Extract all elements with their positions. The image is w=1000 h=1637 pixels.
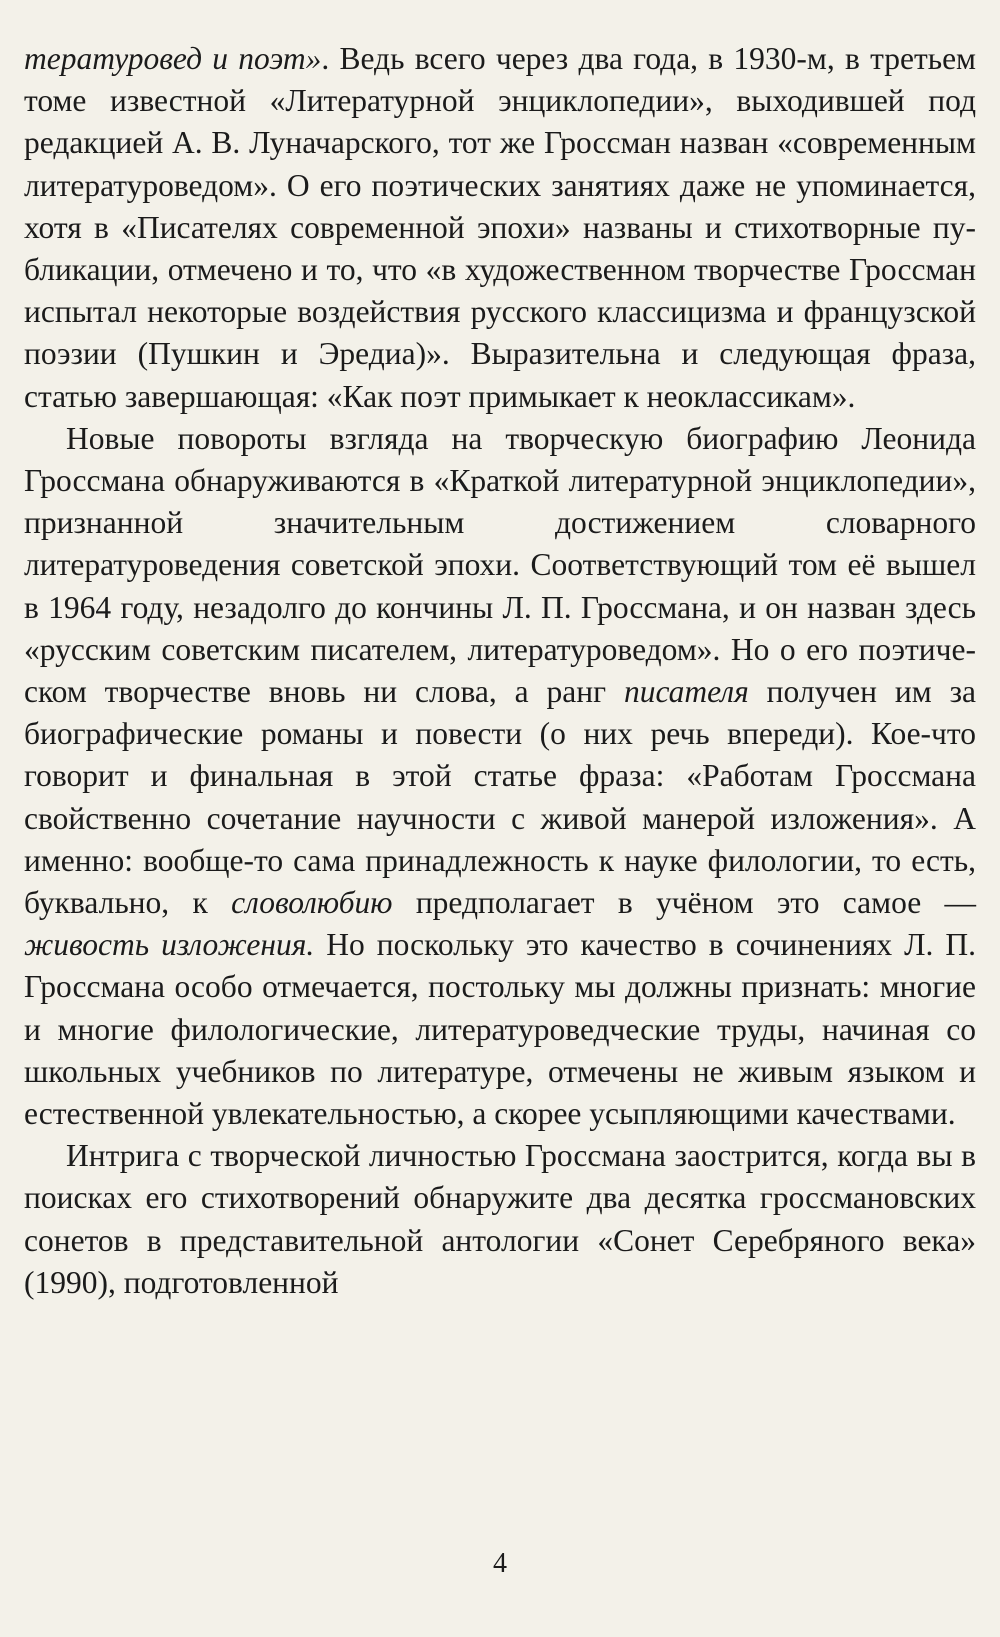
paragraph-2-segment: получен им за биографические романы и повести (о них речь впереди). Кое-что говорит и финальная в этой статье фраза: «Работам Гроссмана свойственно сочетание научности с живой манерой изложения». А именно: вообще-то сама принадлежность к науке филологии, то есть, буквально, к: [24, 674, 976, 921]
paragraph-2-segment: Но поскольку это качество в сочинениях Л. П. Гроссмана особо отмечается, постольку мы должны признать: многие и многие филологические, литературоведческие труды, начиная со школьных учебников по литературе, отмечены не живым языком и естественной увлекательностью, а скорее усыпляющими качествами.: [24, 927, 976, 1132]
paragraph-3: [24, 1135, 976, 1304]
paragraph-2-segment-italic: словолюбию: [231, 885, 393, 921]
paragraph-2-segment-italic: писателя: [623, 674, 749, 710]
page-text-body: [24, 38, 976, 1304]
paragraph-3-segment: Интрига с творческой личностью Гроссмана заострится, когда вы в поисках его стихотворений обнаружите два десятка гроссмановских сонетов в представительной антологии «Сонет Серебряного века» (1990), подготовленной: [24, 1138, 976, 1300]
paragraph-1-segment: тературовед и поэт»: [24, 41, 322, 76]
paragraph-2: [24, 418, 976, 1135]
paragraph-2-segment: предполагает в учёном это самое —: [392, 885, 977, 921]
paragraph-2-segment: Новые повороты взгляда на творческую биографию Леонида Гроссмана обнаруживаются в «Краткой литературной энциклопедии», признанной значительным достижением словарного литературоведения советской эпохи. Соответствующий том её вышел в 1964 году, незадолго до кончины Л. П. Гроссмана, и он назван здесь «русским советским писателем, литературоведом». Но о его поэтическом творчестве вновь ни слова, а ранг: [24, 420, 976, 710]
paragraph-1: [24, 38, 976, 418]
paragraph-2-segment-italic: живость изложения.: [24, 927, 315, 963]
paragraph-1-segment: . Ведь всего через два года, в 1930-м, в третьем томе известной «Литературной энциклопедии», выходившей под редакцией А. В. Луначарского, тот же Гроссман назван «современным литературоведом». О его поэтических занятиях даже не упоминается, хотя в «Писателях современной эпохи» названы и стихотворные публикации, отмечено и то, что «в художественном творчестве Гроссман испытал некоторые воздействия русского классицизма и французской поэзии (Пушкин и Эредиа)». Выразительна и следующая фраза, статью завершающая: «Как поэт примыкает к неоклассикам».: [24, 41, 976, 414]
page-number: 4: [493, 1548, 507, 1579]
